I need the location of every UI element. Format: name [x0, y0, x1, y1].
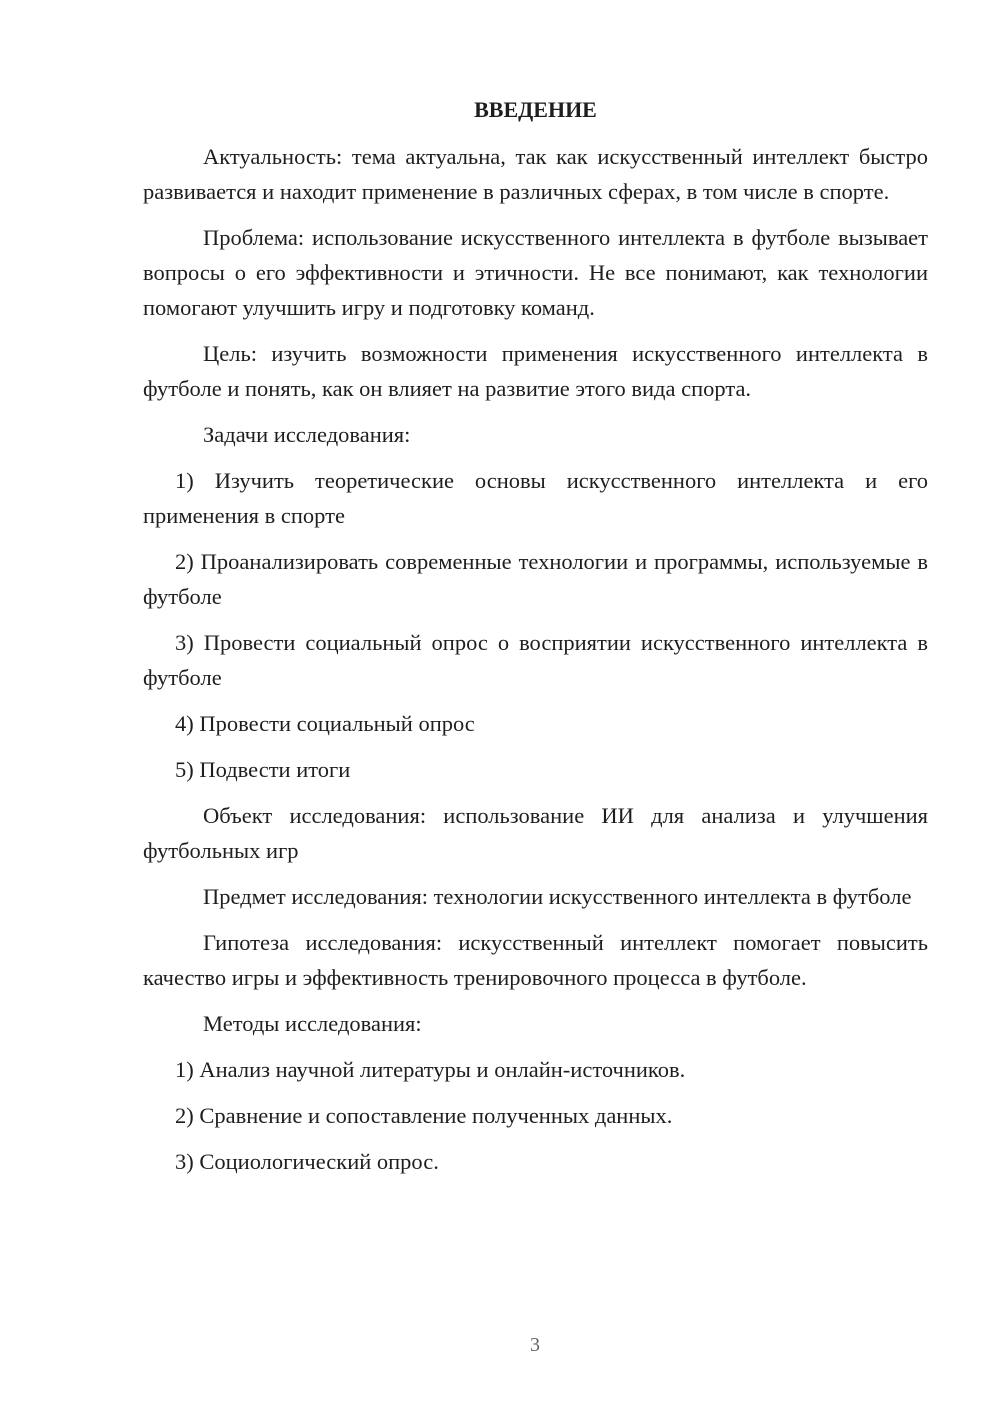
methods-list	[143, 1052, 928, 1179]
task-item: 2) Проанализировать современные технологии и программы, используемые в футболе	[143, 549, 928, 609]
tasks-list	[143, 463, 928, 787]
task-item: 1) Изучить теоретические основы искусственного интеллекта и его применения в спорте	[143, 468, 928, 528]
methods-heading: Методы исследования:	[203, 1011, 422, 1036]
goal-paragraph: Цель: изучить возможности применения искусственного интеллекта в футболе и понять, как он влияет на развитие этого вида спорта.	[143, 341, 928, 401]
relevance-paragraph: Актуальность: тема актуальна, так как искусственный интеллект быстро развивается и находит применение в различных сферах, в том числе в спорте.	[143, 144, 928, 204]
object-paragraph: Объект исследования: использование ИИ для анализа и улучшения футбольных игр	[143, 803, 928, 863]
task-item: 4) Провести социальный опрос	[175, 711, 475, 736]
document-page	[143, 92, 928, 1190]
task-item: 5) Подвести итоги	[175, 757, 351, 782]
tasks-heading: Задачи исследования:	[203, 422, 411, 447]
method-item: 2) Сравнение и сопоставление полученных данных.	[175, 1103, 673, 1128]
problem-paragraph: Проблема: использование искусственного интеллекта в футболе вызывает вопросы о его эффективности и этичности. Не все понимают, как технологии помогают улучшить игру и подготовку команд.	[143, 225, 928, 320]
task-item: 3) Провести социальный опрос о восприятии искусственного интеллекта в футболе	[143, 630, 928, 690]
subject-paragraph: Предмет исследования: технологии искусственного интеллекта в футболе	[203, 884, 912, 909]
hypothesis-paragraph: Гипотеза исследования: искусственный интеллект помогает повысить качество игры и эффективность тренировочного процесса в футболе.	[143, 930, 928, 990]
section-title: ВВЕДЕНИЕ	[474, 97, 597, 122]
method-item: 3) Социологический опрос.	[175, 1149, 439, 1174]
page-number: 3	[530, 1334, 540, 1356]
method-item: 1) Анализ научной литературы и онлайн-источников.	[175, 1057, 686, 1082]
